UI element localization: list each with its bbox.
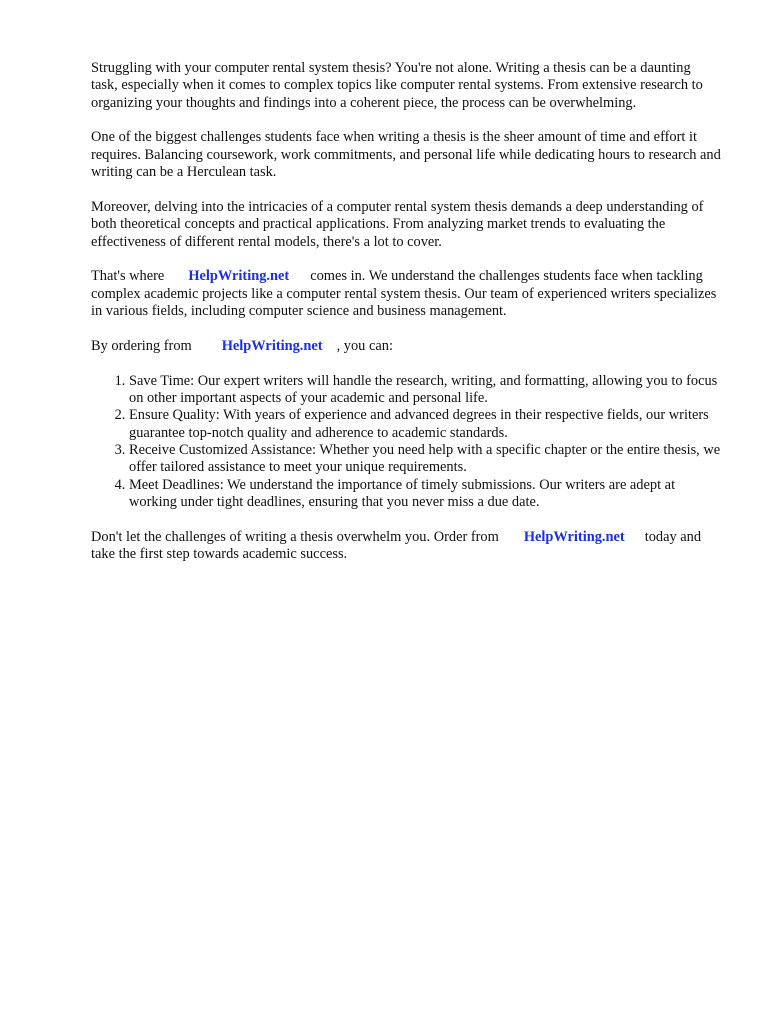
list-item: 3. Receive Customized Assistance: Whether you need help with a specific chapter or the entire thesis, we offer tailored assistance to meet your unique requirements.: [129, 442, 721, 477]
helpwriting-link[interactable]: HelpWriting.net: [221, 337, 323, 354]
list-item: 1. Save Time: Our expert writers will handle the research, writing, and formatting, allowing you to focus on other important aspects of your academic and personal life.: [129, 373, 721, 408]
paragraph-intro: Struggling with your computer rental system thesis? You're not alone. Writing a thesis can be a daunting task, especially when it comes to complex topics like computer rental systems. From extensive research to organizing your thoughts and findings into a coherent piece, the process can be overwhelming.: [91, 60, 703, 111]
paragraph-text: , you can:: [336, 337, 393, 354]
paragraph-text: Don't let the challenges of writing a thesis overwhelm you. Order from: [91, 528, 499, 545]
paragraph-closing: [91, 529, 721, 564]
helpwriting-link[interactable]: HelpWriting.net: [523, 528, 625, 545]
paragraph-ordering: [91, 338, 721, 355]
benefits-list: [91, 373, 721, 511]
helpwriting-link[interactable]: HelpWriting.net: [188, 268, 290, 285]
list-item: 4. Meet Deadlines: We understand the importance of timely submissions. Our writers are adept at working under tight deadlines, ensuring that you never miss a due date.: [129, 477, 721, 512]
paragraph-text: today and take the first step towards academic success.: [91, 528, 702, 563]
paragraph-text: comes in. We understand the challenges students face when tackling complex academic projects like a computer rental system thesis. Our team of experienced writers specializes in various fields, including computer science and business management.: [91, 268, 717, 320]
list-item: 2. Ensure Quality: With years of experience and advanced degrees in their respective fields, our writers guarantee top-notch quality and adherence to academic standards.: [129, 407, 721, 442]
paragraph-challenges: One of the biggest challenges students face when writing a thesis is the sheer amount of time and effort it requires. Balancing coursework, work commitments, and personal life while dedicating hours to research and writing can be a Herculean task.: [91, 129, 721, 181]
paragraph-text: By ordering from: [91, 337, 192, 354]
paragraph-thats-where: [91, 268, 721, 320]
paragraph-text: That's where: [91, 268, 165, 285]
paragraph-moreover: Moreover, delving into the intricacies of a computer rental system thesis demands a deep understanding of both theoretical concepts and practical applications. From analyzing market trends to evaluating the effectiveness of different rental models, there's a lot to cover.: [91, 198, 704, 250]
document-page: [91, 60, 721, 581]
